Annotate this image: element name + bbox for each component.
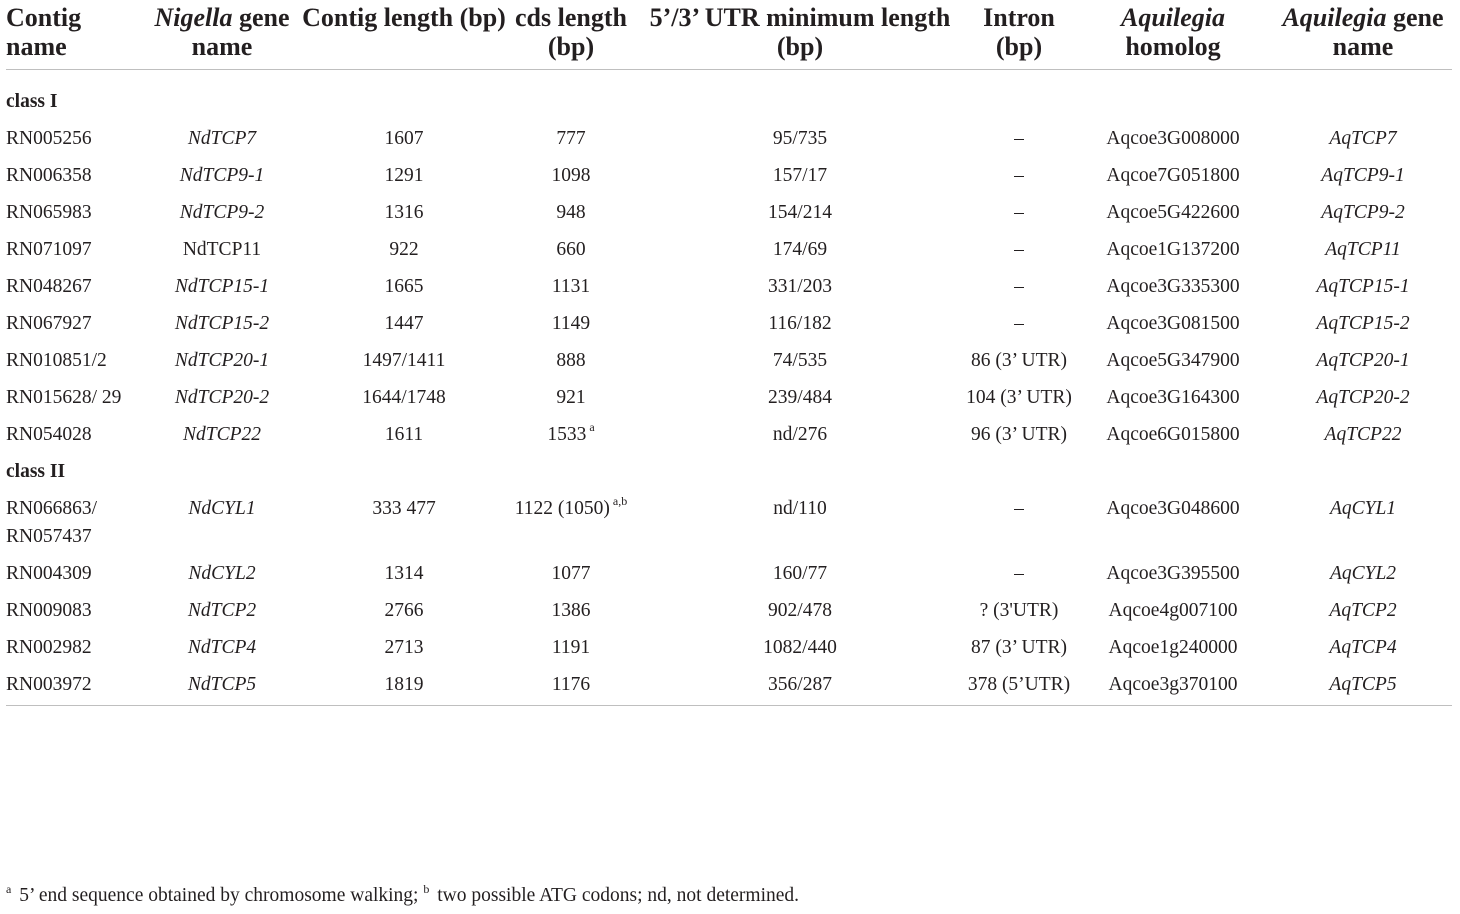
cell-intron bbox=[966, 634, 1072, 671]
cell-nigella-gene bbox=[144, 671, 300, 706]
cell-contig-name-text: RN071097 bbox=[6, 239, 92, 260]
cell-utr-length-text: nd/276 bbox=[772, 424, 828, 445]
cell-aquilegia-gene-text: AqTCP2 bbox=[1329, 600, 1397, 621]
cell-contig-length bbox=[300, 634, 508, 671]
cell-contig-name bbox=[6, 347, 144, 384]
cell-aquilegia-gene bbox=[1274, 634, 1452, 671]
tcp-gene-table bbox=[6, 0, 1452, 706]
cell-nigella-gene-text: NdTCP4 bbox=[187, 637, 257, 658]
cell-aquilegia-gene-text: AqTCP20-1 bbox=[1316, 350, 1410, 371]
cell-contig-length-text: 2713 bbox=[384, 637, 424, 658]
cell-nigella-gene bbox=[144, 634, 300, 671]
cell-aquilegia-gene bbox=[1274, 273, 1452, 310]
cell-utr-length bbox=[634, 347, 966, 384]
class-heading-row bbox=[6, 458, 1452, 495]
cell-aquilegia-gene-text: AqTCP20-2 bbox=[1316, 387, 1410, 408]
cell-contig-name bbox=[6, 199, 144, 236]
cell-nigella-gene bbox=[144, 310, 300, 347]
cell-contig-length bbox=[300, 560, 508, 597]
cell-utr-length-text: 74/535 bbox=[772, 350, 828, 371]
cell-contig-name bbox=[6, 310, 144, 347]
cell-aquilegia-gene-text: AqCYL2 bbox=[1329, 563, 1397, 584]
cell-cds-length bbox=[508, 597, 634, 634]
table-row bbox=[6, 199, 1452, 236]
cell-utr-length-text: 356/287 bbox=[768, 674, 832, 695]
class-heading-row bbox=[6, 88, 1452, 125]
cell-contig-length-text: 333 477 bbox=[372, 498, 436, 519]
cell-utr-length-text: 1082/440 bbox=[763, 637, 837, 658]
cell-intron bbox=[966, 273, 1072, 310]
cell-aquilegia-homolog bbox=[1072, 634, 1274, 671]
cell-cds-length-text: 1176 bbox=[551, 674, 591, 695]
cell-contig-length-text: 1316 bbox=[384, 202, 424, 223]
cell-contig-length-text: 1497/1411 bbox=[362, 350, 446, 371]
cell-nigella-gene bbox=[144, 347, 300, 384]
cell-aquilegia-gene bbox=[1274, 125, 1452, 162]
table-row bbox=[6, 384, 1452, 421]
cell-cds-length bbox=[508, 671, 634, 706]
cell-contig-name bbox=[6, 125, 144, 162]
cell-contig-name bbox=[6, 560, 144, 597]
table-row bbox=[6, 273, 1452, 310]
cell-intron bbox=[966, 560, 1072, 597]
cell-contig-length bbox=[300, 384, 508, 421]
cell-cds-length bbox=[508, 273, 634, 310]
cell-intron-text: – bbox=[1014, 313, 1024, 334]
cell-aquilegia-homolog-text: Aqcoe4g007100 bbox=[1108, 600, 1238, 621]
cell-contig-length bbox=[300, 199, 508, 236]
cell-intron-text: 96 (3’ UTR) bbox=[970, 424, 1068, 445]
cell-nigella-gene-text: NdTCP15-2 bbox=[174, 313, 270, 334]
cell-cds-length-text: 1386 bbox=[551, 600, 591, 621]
cell-contig-name-text: RN048267 bbox=[6, 276, 92, 297]
cell-intron-text: – bbox=[1014, 563, 1024, 584]
cell-cds-length bbox=[508, 421, 634, 458]
cell-contig-length bbox=[300, 597, 508, 634]
cell-aquilegia-homolog bbox=[1072, 162, 1274, 199]
cell-aquilegia-homolog bbox=[1072, 384, 1274, 421]
cell-aquilegia-gene-text: AqTCP11 bbox=[1325, 239, 1401, 260]
cell-intron-text: – bbox=[1014, 128, 1024, 149]
cell-nigella-gene-text: NdTCP5 bbox=[187, 674, 257, 695]
cell-aquilegia-gene-text: AqTCP7 bbox=[1329, 128, 1397, 149]
cell-contig-length-text: 1607 bbox=[384, 128, 424, 149]
cell-intron bbox=[966, 199, 1072, 236]
cell-aquilegia-gene bbox=[1274, 495, 1452, 560]
cell-contig-length-text: 922 bbox=[389, 239, 419, 260]
cell-cds-length-text: 660 bbox=[556, 239, 586, 260]
cell-aquilegia-gene bbox=[1274, 671, 1452, 706]
cell-cds-length bbox=[508, 634, 634, 671]
cell-cds-length-text: 777 bbox=[556, 128, 586, 149]
table-header bbox=[6, 0, 1452, 70]
footnote-mark-b: b bbox=[423, 882, 430, 896]
cell-contig-name-text: RN010851/2 bbox=[6, 350, 107, 371]
cell-utr-length bbox=[634, 199, 966, 236]
table-body bbox=[6, 70, 1452, 706]
cell-aquilegia-homolog bbox=[1072, 347, 1274, 384]
cell-nigella-gene-text: NdTCP20-1 bbox=[174, 350, 270, 371]
cell-aquilegia-gene bbox=[1274, 347, 1452, 384]
cell-contig-name-text: RN065983 bbox=[6, 202, 92, 223]
cell-contig-name bbox=[6, 236, 144, 273]
cell-nigella-gene-text: NdTCP11 bbox=[182, 239, 262, 260]
cell-intron-text: 378 (5’UTR) bbox=[967, 674, 1071, 695]
cell-contig-name-text: RN054028 bbox=[6, 424, 92, 445]
footnote-reference: a,b bbox=[612, 494, 628, 508]
cell-contig-length-text: 1291 bbox=[384, 165, 424, 186]
cell-nigella-gene bbox=[144, 597, 300, 634]
cell-cds-length-text: 1098 bbox=[551, 165, 591, 186]
cell-nigella-gene bbox=[144, 421, 300, 458]
cell-aquilegia-homolog-text: Aqcoe5G347900 bbox=[1106, 350, 1240, 371]
cell-nigella-gene-text: NdTCP7 bbox=[187, 128, 257, 149]
cell-intron-text: ? (3'UTR) bbox=[979, 600, 1059, 621]
cell-contig-name-text: RN002982 bbox=[6, 637, 92, 658]
table-row bbox=[6, 236, 1452, 273]
cell-nigella-gene bbox=[144, 199, 300, 236]
header-aquilegia-homolog: Aquilegia homolog bbox=[1120, 3, 1225, 61]
cell-aquilegia-homolog bbox=[1072, 199, 1274, 236]
cell-aquilegia-homolog-text: Aqcoe6G015800 bbox=[1106, 424, 1240, 445]
cell-utr-length bbox=[634, 421, 966, 458]
table-row bbox=[6, 347, 1452, 384]
cell-aquilegia-homolog bbox=[1072, 560, 1274, 597]
cell-nigella-gene-text: NdTCP2 bbox=[187, 600, 257, 621]
cell-contig-name-text: RN067927 bbox=[6, 313, 92, 334]
cell-contig-length bbox=[300, 273, 508, 310]
cell-aquilegia-gene-text: AqTCP5 bbox=[1329, 674, 1397, 695]
cell-nigella-gene bbox=[144, 236, 300, 273]
cell-cds-length-text: 921 bbox=[556, 387, 586, 408]
cell-aquilegia-homolog-text: Aqcoe1G137200 bbox=[1106, 239, 1240, 260]
cell-utr-length-text: 174/69 bbox=[772, 239, 828, 260]
cell-contig-length-text: 2766 bbox=[384, 600, 424, 621]
cell-utr-length-text: 154/214 bbox=[768, 202, 832, 223]
cell-intron-text: – bbox=[1014, 202, 1024, 223]
cell-utr-length-text: 239/484 bbox=[768, 387, 832, 408]
cell-intron-text: – bbox=[1014, 498, 1024, 519]
cell-aquilegia-gene bbox=[1274, 162, 1452, 199]
cell-nigella-gene-text: NdTCP15-1 bbox=[174, 276, 270, 297]
cell-nigella-gene-text: NdCYL1 bbox=[188, 498, 256, 519]
cell-nigella-gene bbox=[144, 162, 300, 199]
header-aquilegia-genus: Aquilegia bbox=[1120, 3, 1225, 32]
cell-aquilegia-homolog-text: Aqcoe3G081500 bbox=[1106, 313, 1240, 334]
cell-aquilegia-homolog bbox=[1072, 671, 1274, 706]
cell-aquilegia-homolog-text: Aqcoe3G335300 bbox=[1106, 276, 1240, 297]
cell-contig-name-text: RN009083 bbox=[6, 600, 92, 621]
cell-intron bbox=[966, 347, 1072, 384]
cell-aquilegia-homolog bbox=[1072, 273, 1274, 310]
cell-contig-length-text: 1665 bbox=[384, 276, 424, 297]
cell-utr-length bbox=[634, 634, 966, 671]
cell-aquilegia-gene bbox=[1274, 560, 1452, 597]
header-nigella-gene-name: Nigella gene name bbox=[154, 3, 290, 61]
cell-utr-length bbox=[634, 310, 966, 347]
cell-contig-name bbox=[6, 421, 144, 458]
cell-aquilegia-gene bbox=[1274, 236, 1452, 273]
cell-contig-name bbox=[6, 384, 144, 421]
cell-aquilegia-gene-text: AqTCP9-2 bbox=[1321, 202, 1405, 223]
cell-cds-length-text: 1533 bbox=[547, 424, 587, 445]
cell-aquilegia-gene bbox=[1274, 199, 1452, 236]
cell-contig-length bbox=[300, 236, 508, 273]
cell-cds-length bbox=[508, 495, 634, 560]
header-aquilegia-genus-2: Aquilegia bbox=[1282, 3, 1387, 32]
cell-utr-length-text: nd/110 bbox=[773, 498, 827, 519]
table-row bbox=[6, 125, 1452, 162]
table-row bbox=[6, 310, 1452, 347]
cell-contig-name bbox=[6, 273, 144, 310]
cell-nigella-gene-text: NdTCP20-2 bbox=[174, 387, 270, 408]
cell-contig-length-text: 1819 bbox=[384, 674, 424, 695]
cell-intron bbox=[966, 125, 1072, 162]
cell-contig-name bbox=[6, 162, 144, 199]
table-row bbox=[6, 634, 1452, 671]
cell-utr-length bbox=[634, 236, 966, 273]
cell-nigella-gene bbox=[144, 125, 300, 162]
cell-contig-name-text: RN003972 bbox=[6, 674, 92, 695]
cell-utr-length-text: 331/203 bbox=[768, 276, 832, 297]
cell-contig-name bbox=[6, 495, 144, 560]
cell-aquilegia-homolog bbox=[1072, 125, 1274, 162]
cell-cds-length-text: 888 bbox=[556, 350, 586, 371]
table-footnote bbox=[6, 882, 799, 910]
cell-contig-length bbox=[300, 310, 508, 347]
cell-contig-length bbox=[300, 671, 508, 706]
cell-cds-length-text: 1122 (1050) bbox=[514, 498, 610, 519]
cell-contig-name-text: RN066863/ RN057437 bbox=[6, 498, 98, 547]
class-heading: class I bbox=[6, 91, 58, 112]
cell-contig-length bbox=[300, 125, 508, 162]
cell-contig-length-text: 1644/1748 bbox=[362, 387, 446, 408]
table-row bbox=[6, 162, 1452, 199]
cell-contig-length bbox=[300, 421, 508, 458]
cell-aquilegia-homolog-text: Aqcoe5G422600 bbox=[1106, 202, 1240, 223]
cell-cds-length bbox=[508, 347, 634, 384]
footnote-mark-a: a bbox=[6, 882, 12, 896]
cell-intron bbox=[966, 671, 1072, 706]
cell-contig-length-text: 1314 bbox=[384, 563, 424, 584]
table-spacer bbox=[6, 70, 1452, 89]
header-cds-length: cds length (bp) bbox=[515, 3, 627, 61]
cell-cds-length-text: 1077 bbox=[551, 563, 591, 584]
cell-aquilegia-gene bbox=[1274, 384, 1452, 421]
cell-intron bbox=[966, 162, 1072, 199]
cell-intron-text: – bbox=[1014, 239, 1024, 260]
cell-intron-text: 86 (3’ UTR) bbox=[970, 350, 1068, 371]
cell-contig-length-text: 1447 bbox=[384, 313, 424, 334]
class-heading: class II bbox=[6, 461, 66, 482]
cell-aquilegia-homolog-text: Aqcoe3g370100 bbox=[1108, 674, 1238, 695]
footnote-reference: a bbox=[589, 420, 595, 434]
cell-contig-name-text: RN004309 bbox=[6, 563, 92, 584]
cell-aquilegia-homolog bbox=[1072, 495, 1274, 560]
cell-intron bbox=[966, 421, 1072, 458]
cell-aquilegia-gene-text: AqTCP15-1 bbox=[1316, 276, 1410, 297]
header-utr-length: 5’/3’ UTR minimum length (bp) bbox=[649, 3, 951, 61]
cell-intron-text: 87 (3’ UTR) bbox=[970, 637, 1068, 658]
cell-aquilegia-gene-text: AqTCP4 bbox=[1329, 637, 1397, 658]
cell-intron bbox=[966, 384, 1072, 421]
cell-nigella-gene-text: NdTCP9-2 bbox=[179, 202, 265, 223]
cell-contig-name bbox=[6, 597, 144, 634]
cell-aquilegia-homolog-text: Aqcoe3G164300 bbox=[1106, 387, 1240, 408]
cell-aquilegia-homolog bbox=[1072, 310, 1274, 347]
cell-aquilegia-gene bbox=[1274, 597, 1452, 634]
cell-aquilegia-gene-text: AqTCP15-2 bbox=[1316, 313, 1410, 334]
cell-cds-length-text: 1191 bbox=[551, 637, 591, 658]
cell-intron-text: – bbox=[1014, 165, 1024, 186]
table-row bbox=[6, 421, 1452, 458]
cell-aquilegia-homolog bbox=[1072, 236, 1274, 273]
cell-cds-length bbox=[508, 560, 634, 597]
header-contig-length: Contig length (bp) bbox=[302, 3, 506, 32]
cell-intron bbox=[966, 310, 1072, 347]
cell-intron-text: 104 (3’ UTR) bbox=[966, 387, 1072, 408]
cell-nigella-gene-text: NdTCP9-1 bbox=[179, 165, 265, 186]
cell-cds-length bbox=[508, 125, 634, 162]
cell-aquilegia-gene bbox=[1274, 421, 1452, 458]
header-intron: Intron (bp) bbox=[983, 3, 1055, 61]
table-row bbox=[6, 495, 1452, 560]
cell-utr-length-text: 157/17 bbox=[772, 165, 828, 186]
cell-aquilegia-homolog-text: Aqcoe3G008000 bbox=[1106, 128, 1240, 149]
cell-aquilegia-gene-text: AqTCP22 bbox=[1324, 424, 1402, 445]
header-nigella-genus: Nigella bbox=[154, 3, 233, 32]
cell-cds-length bbox=[508, 236, 634, 273]
cell-contig-length bbox=[300, 495, 508, 560]
cell-cds-length-text: 1149 bbox=[551, 313, 591, 334]
cell-contig-name bbox=[6, 671, 144, 706]
cell-contig-name-text: RN006358 bbox=[6, 165, 92, 186]
cell-nigella-gene bbox=[144, 384, 300, 421]
cell-nigella-gene bbox=[144, 560, 300, 597]
cell-utr-length bbox=[634, 273, 966, 310]
table-row bbox=[6, 560, 1452, 597]
cell-aquilegia-gene-text: AqTCP9-1 bbox=[1321, 165, 1405, 186]
cell-utr-length bbox=[634, 384, 966, 421]
cell-utr-length bbox=[634, 495, 966, 560]
cell-nigella-gene bbox=[144, 273, 300, 310]
cell-utr-length bbox=[634, 125, 966, 162]
cell-utr-length-text: 116/182 bbox=[768, 313, 832, 334]
table-row bbox=[6, 597, 1452, 634]
cell-aquilegia-homolog bbox=[1072, 597, 1274, 634]
cell-aquilegia-homolog-text: Aqcoe3G048600 bbox=[1106, 498, 1240, 519]
cell-utr-length bbox=[634, 560, 966, 597]
cell-intron bbox=[966, 495, 1072, 560]
cell-intron bbox=[966, 236, 1072, 273]
cell-cds-length-text: 948 bbox=[556, 202, 586, 223]
cell-contig-length bbox=[300, 162, 508, 199]
footnote-text-b: two possible ATG codons; nd, not determined. bbox=[432, 885, 800, 906]
cell-contig-name-text: RN015628/ 29 bbox=[6, 387, 122, 408]
header-contig-name: Contig name bbox=[6, 3, 82, 61]
header-aquilegia-gene-name: Aquilegia gene name bbox=[1282, 3, 1444, 61]
cell-aquilegia-gene-text: AqCYL1 bbox=[1329, 498, 1397, 519]
cell-cds-length bbox=[508, 199, 634, 236]
cell-contig-name bbox=[6, 634, 144, 671]
cell-aquilegia-gene bbox=[1274, 310, 1452, 347]
cell-intron bbox=[966, 597, 1072, 634]
cell-intron-text: – bbox=[1014, 276, 1024, 297]
cell-cds-length-text: 1131 bbox=[551, 276, 591, 297]
table-row bbox=[6, 671, 1452, 706]
cell-aquilegia-homolog-text: Aqcoe1g240000 bbox=[1108, 637, 1238, 658]
cell-utr-length-text: 160/77 bbox=[772, 563, 828, 584]
cell-cds-length bbox=[508, 162, 634, 199]
cell-utr-length bbox=[634, 671, 966, 706]
cell-cds-length bbox=[508, 384, 634, 421]
cell-cds-length bbox=[508, 310, 634, 347]
cell-utr-length bbox=[634, 597, 966, 634]
cell-nigella-gene bbox=[144, 495, 300, 560]
cell-utr-length-text: 902/478 bbox=[768, 600, 832, 621]
cell-aquilegia-homolog bbox=[1072, 421, 1274, 458]
cell-contig-name-text: RN005256 bbox=[6, 128, 92, 149]
footnote-text-a: 5’ end sequence obtained by chromosome walking; bbox=[14, 885, 424, 906]
cell-nigella-gene-text: NdTCP22 bbox=[182, 424, 262, 445]
cell-nigella-gene-text: NdCYL2 bbox=[188, 563, 256, 584]
cell-aquilegia-homolog-text: Aqcoe3G395500 bbox=[1106, 563, 1240, 584]
cell-utr-length bbox=[634, 162, 966, 199]
cell-contig-length-text: 1611 bbox=[384, 424, 424, 445]
cell-utr-length-text: 95/735 bbox=[772, 128, 828, 149]
cell-contig-length bbox=[300, 347, 508, 384]
cell-aquilegia-homolog-text: Aqcoe7G051800 bbox=[1106, 165, 1240, 186]
